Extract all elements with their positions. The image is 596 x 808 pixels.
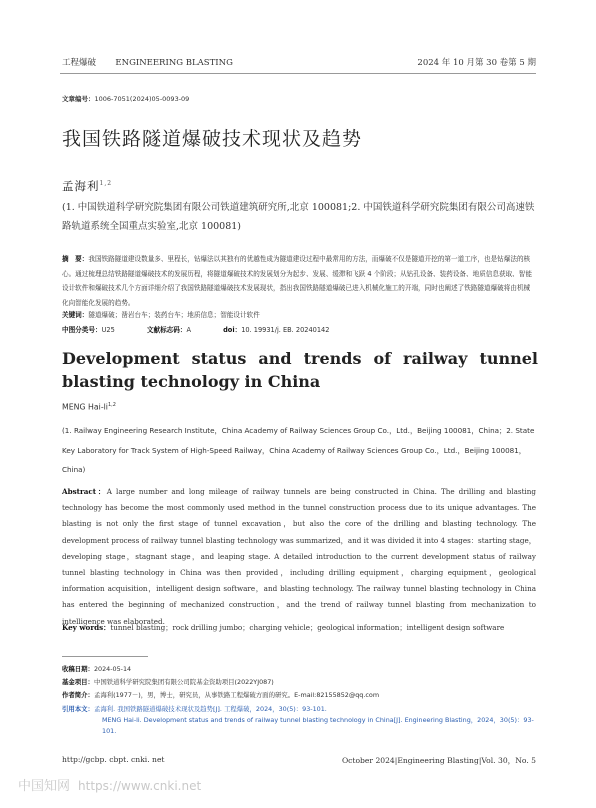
author-en [62,402,116,412]
journal-name-cn: 工程爆破 [62,58,97,68]
affiliation-cn: (1. 中国铁道科学研究院集团有限公司铁道建筑研究所,北京 100081;2. 中国铁道科学研究院集团有限公司高速铁路轨道系统全国重点实验室,北京 100081) [62,202,535,232]
keywords-cn [62,309,532,319]
footnote-received [62,664,536,675]
journal-name-en: ENGINEERING BLASTING [115,58,233,68]
author-name-en: MENG Hai-li [62,402,108,412]
citation-block [62,704,536,737]
author-affil-sup-en: 1,2 [107,402,116,408]
article-number-label: 文章编号： [62,95,95,103]
affiliation-en: (1. Railway Engineering Research Institute，China Academy of Railway Sciences Group Co.，Ltd.，Beijing 100081，China；2. State Key Laboratory for Track System of High-Speed Railway，China Academy of Railway Sciences Group Co.，Ltd.，Beijing 100081，China) [62,426,535,474]
title-en: Development status and trends of railway tunnel blasting technology in China [62,349,538,391]
keywords-en-label: Key words： [62,623,111,632]
keywords-cn-text: 隧道爆破；凿岩台车；装药台车；地质信息；智能设计软件 [88,311,260,319]
article-number-value: 1006-7051(2024)05-0093-09 [94,95,190,103]
issue-info: 2024 年 10 月第 30 卷第 5 期 [417,58,536,68]
received-value: 2024-05-14 [93,665,132,673]
abstract-cn [62,252,532,310]
citation-en[interactable]: MENG Hai-li. Development status and trends of railway tunnel blasting technology in China[J]. Engineering Blasting，2024，30(5)：93-101. [102,716,534,735]
abstract-en-label: Abstract： [62,487,107,496]
footer-url[interactable]: http://gcbp. cbpt. cnki. net [62,755,165,764]
clc-value: U25 [101,326,115,334]
fund-value: 中国铁道科学研究院集团有限公司院基金资助项目(2022YJ087) [93,678,274,686]
keywords-cn-label: 关键词： [62,311,89,319]
cnki-watermark [18,775,201,794]
watermark-url: https://www.cnki.net [78,779,202,793]
classification-line [62,324,532,334]
footnote-author-bio [62,690,536,701]
title-cn: 我国铁路隧道爆破技术现状及趋势 [62,128,363,150]
doc-code-value: A [186,326,191,334]
doi-label: doi： [223,326,242,334]
fund-label: 基金项目： [62,678,94,686]
bio-value: 孟海利(1977－)，男，博士，研究员，从事铁路工程爆破方面的研究。E-mail:82155852@qq.com [93,691,380,699]
doc-code-label: 文献标志码： [146,326,187,334]
footer-journal-info: October 2024|Engineering Blasting|Vol. 30，No. 5 [341,756,536,765]
author-affil-sup-cn: 1,2 [99,180,113,188]
abstract-en [62,484,536,630]
header-rule [60,73,536,74]
running-header-left [62,56,233,68]
received-label: 收稿日期： [62,665,94,673]
citation-label: 引用本文： [62,705,94,713]
citation-cn[interactable]: 孟海利. 我国铁路隧道爆破技术现状及趋势[J]. 工程爆破，2024，30(5)：93-101. [93,705,327,713]
bio-label: 作者简介： [62,691,94,699]
footnote-rule [62,656,148,657]
author-cn [62,178,112,194]
abstract-cn-label: 摘 要： [62,255,89,263]
keywords-en [62,623,536,633]
article-number [62,94,189,103]
doi-value: 10. 19931/j. EB. 20240142 [241,326,330,334]
footnote-fund [62,677,536,688]
author-name-cn: 孟海利 [62,179,100,193]
clc-label: 中图分类号： [62,326,102,334]
keywords-en-text: tunnel blasting；rock drilling jumbo；charging vehicle；geological information；intelligent design software [110,623,505,632]
abstract-cn-text: 我国铁路隧道建设数量多、里程长，钻爆法以其独有的优越性成为隧道建设过程中最常用的方法，而爆破不仅是隧道开挖的第一道工序，也是钻爆法的核心。通过梳理总结铁路隧道爆破技术的发展历程，将隧道爆破技术的发展划分为起步、发展、缓滞和飞跃 4 个阶段；从钻孔设备、装药设备、地质信息获取、智能设计软件和爆破技术几个方面详细介绍了我国铁路隧道爆破技术发展现状，指出我国铁路隧道爆破已进入机械化施工的开端，同时也阐述了铁路隧道爆破将由机械化向智能化发展的趋势。 [62,255,532,307]
abstract-en-text: A large number and long mileage of railway tunnels are being constructed in China. The drilling and blasting technology has become the most commonly used method in the tunnel construction process due to its unique advantages. The blasting is not only the first stage of tunnel excavation，but also the core of the drilling and blasting technology. The development process of railway tunnel blasting technology was summarized，and it was divided it into 4 stages：starting stage，developing stage，stagnant stage，and leaping stage. A detailed introduction to the current development status of railway tunnel blasting technology in China was then provided，including drilling equipment，charging equipment，geological information acquisition，intelligent design software，and blasting technology. The railway tunnel blasting technology in China has entered the beginning of mechanized construction，and the trend of railway tunnel blasting from mechanization to intelligence was elaborated. [62,487,537,626]
watermark-name: 中国知网 [18,779,71,794]
